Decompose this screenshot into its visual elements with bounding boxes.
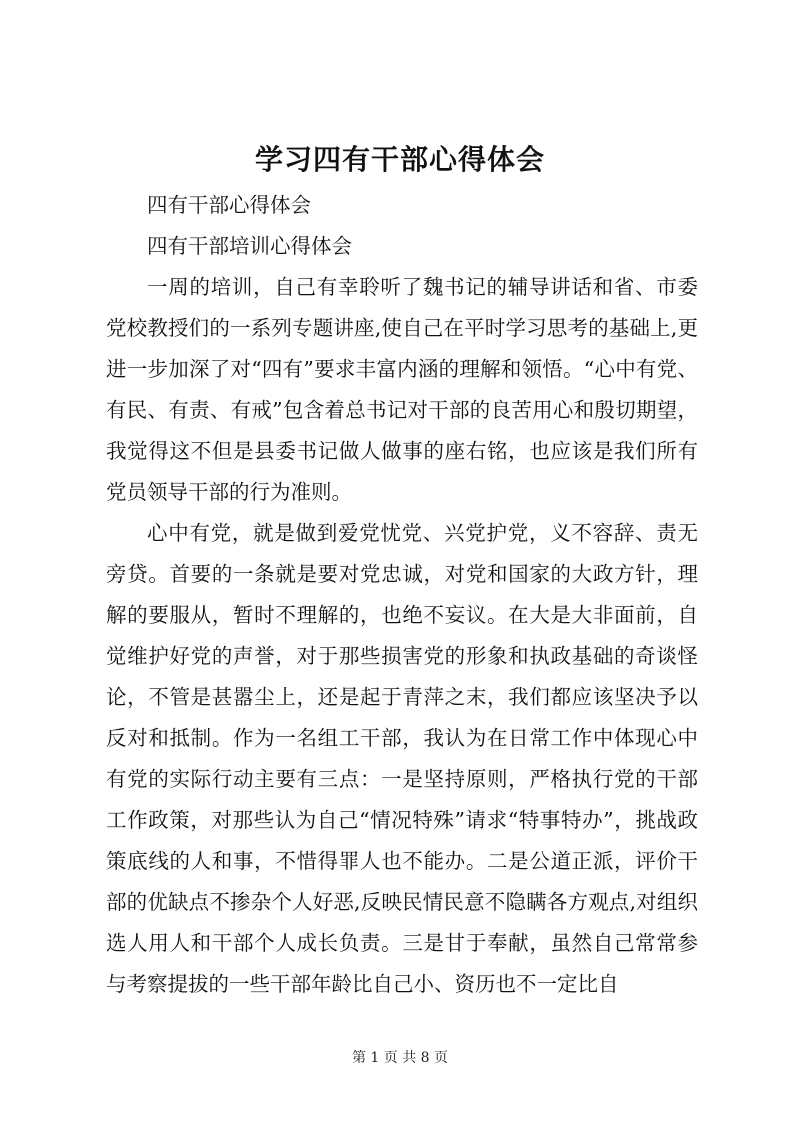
paragraph-subtitle-2: 四有干部培训心得体会 — [147, 234, 352, 258]
page-footer: 第 1 页 共 8 页 — [351, 1050, 449, 1066]
paragraph-party: 心中有党，就是做到爱党忧党、兴党护党，义不容辞、责无旁贷。首要的一条就是要对党忠诚，对党和国家的大政方针，理解的要服从，暂时不理解的，也绝不妄议。在大是大非面前，自觉维护好党的声誉，对于那些损害党的形象和执政基础的奇谈怪论，不管是甚嚣尘上，还是起于青萍之末，我们都应该坚决予以反对和抵制。作为一名组工干部，我认为在日常工作中体现心中有党的实际行动主要有三点：一是坚持原则，严格执行党的干部工作政策，对那些认为自己“情况特殊”请求“特事特办”，挑战政策底线的人和事，不惜得罪人也不能办。二是公道正派，评价干部的优缺点不掺杂个人好恶,反映民情民意不隐瞒各方观点,对组织选人用人和干部个人成长负责。三是甘于奉献，虽然自己常常参与考察提拔的一些干部年龄比自己小、资历也不一定比自 — [106, 521, 698, 996]
paragraph-intro: 一周的培训，自己有幸聆听了魏书记的辅导讲话和省、市委党校教授们的一系列专题讲座,使自己在平时学习思考的基础上,更进一步加深了对“四有”要求丰富内涵的理解和领悟。“心中有党、有民、有责、有戒”包含着总书记对干部的良苦用心和殷切期望，我觉得这不但是县委书记做人做事的座右铭，也应该是我们所有党员领导干部的行为准则。 — [106, 275, 698, 504]
paragraph-subtitle: 四有干部心得体会 — [147, 193, 311, 217]
page-title: 学习四有干部心得体会 — [254, 143, 545, 176]
document-body — [106, 185, 698, 1005]
